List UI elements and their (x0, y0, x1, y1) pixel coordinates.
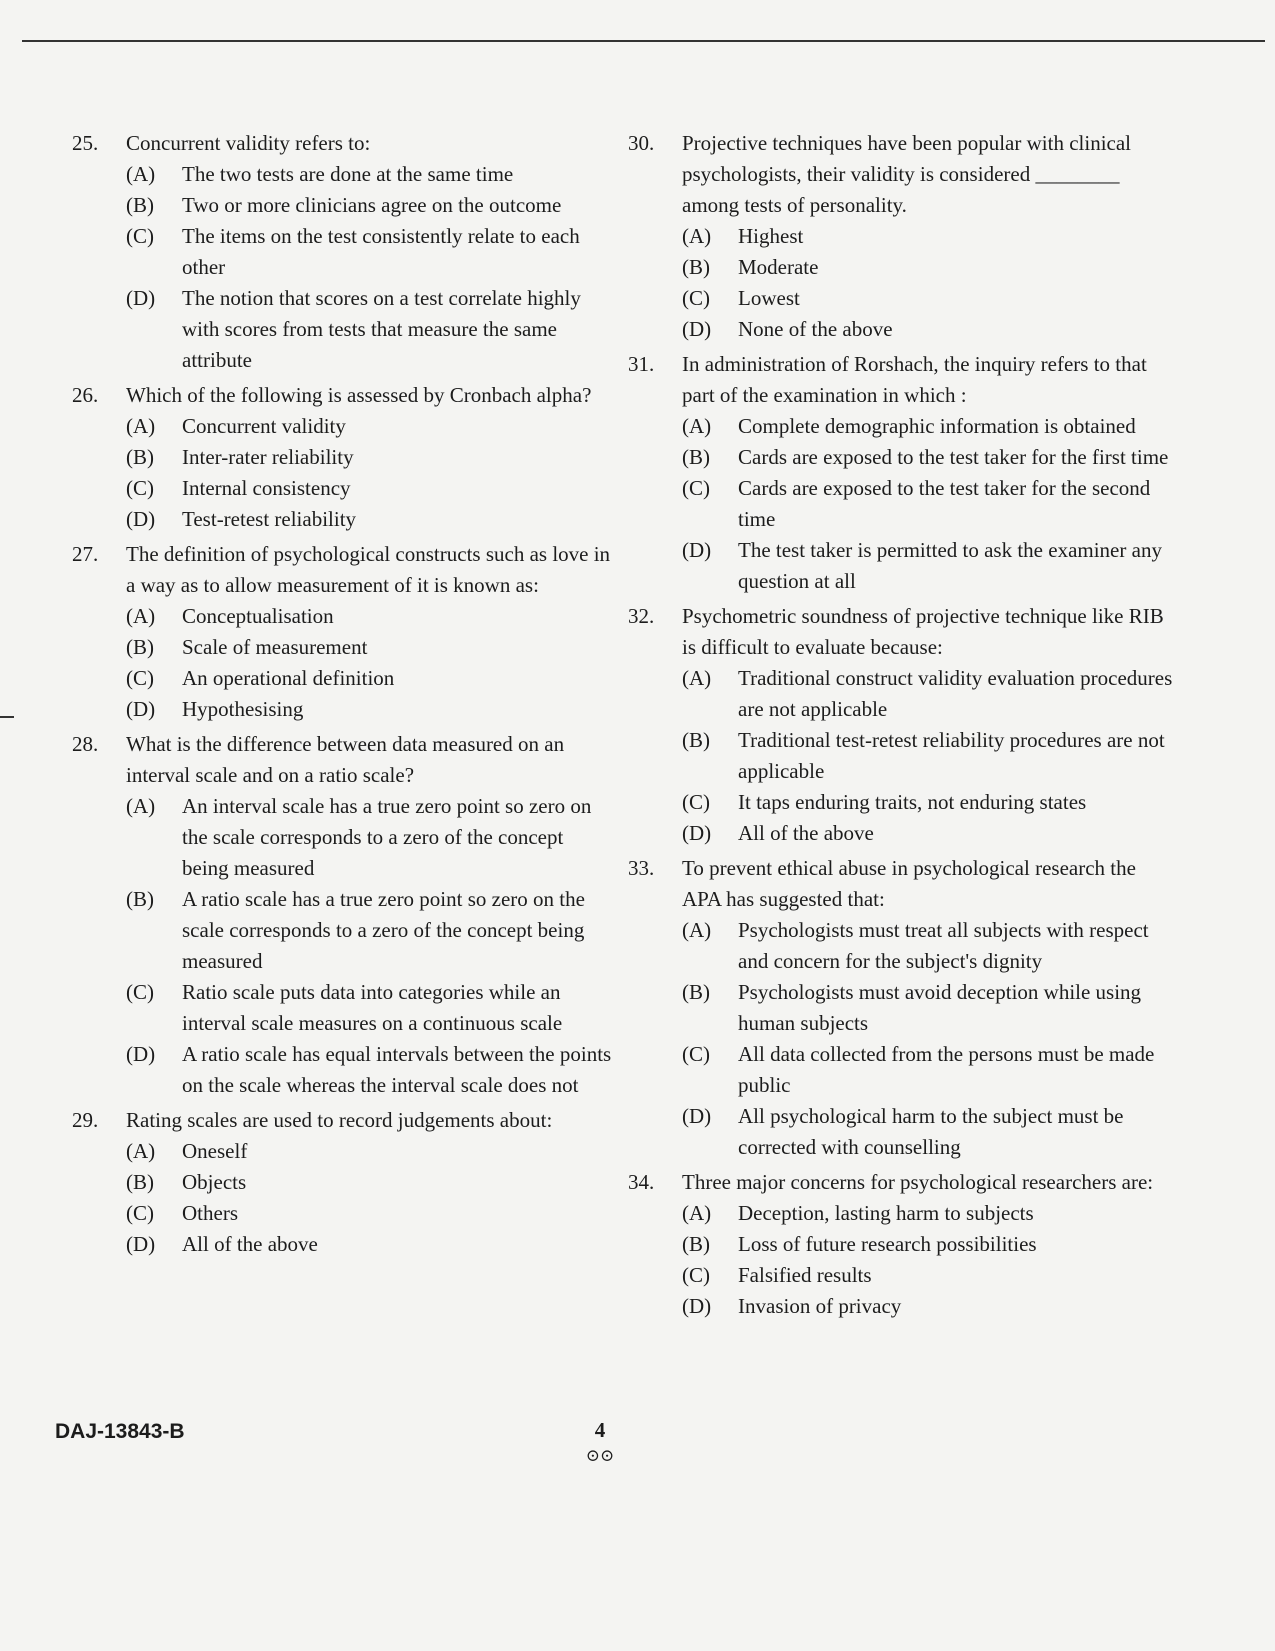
question-number: 30. (628, 131, 655, 155)
option-text: Deception, lasting harm to subjects (738, 1201, 1034, 1225)
option-label: (B) (682, 445, 710, 469)
question-number: 27. (72, 542, 99, 566)
question-26 (72, 380, 612, 535)
question-text: What is the difference between data measured on an interval scale and on a ratio scale? (126, 732, 565, 787)
option-text: The two tests are done at the same time (182, 162, 514, 186)
option-text: All data collected from the persons must be made public (738, 1042, 1155, 1097)
option-text: Complete demographic information is obtained (738, 414, 1136, 438)
option-text: Oneself (182, 1139, 248, 1163)
option-label: (C) (126, 1201, 154, 1225)
option-label: (B) (682, 980, 710, 1004)
option-b (126, 442, 612, 473)
option-label: (C) (682, 1263, 710, 1287)
option-b (126, 190, 612, 221)
option-text: None of the above (738, 317, 893, 341)
question-32 (628, 601, 1173, 849)
option-label: (A) (126, 414, 156, 438)
option-text: Internal consistency (182, 476, 351, 500)
question-number: 28. (72, 732, 99, 756)
option-label: (C) (126, 476, 154, 500)
option-text: Ratio scale puts data into categories while an interval scale measures on a continuous scale (182, 980, 563, 1035)
question-text: Rating scales are used to record judgements about: (126, 1108, 553, 1132)
option-c (682, 787, 1173, 818)
option-label: (B) (126, 1170, 154, 1194)
option-label: (A) (682, 918, 712, 942)
option-label: (D) (682, 317, 712, 341)
option-text: The test taker is permitted to ask the examiner any question at all (738, 538, 1162, 593)
option-a (126, 791, 612, 884)
option-c (682, 1039, 1173, 1101)
option-label: (D) (126, 1042, 156, 1066)
option-d (682, 535, 1173, 597)
option-d (126, 504, 612, 535)
option-text: Highest (738, 224, 804, 248)
option-c (126, 473, 612, 504)
question-28 (72, 729, 612, 1101)
option-c (126, 663, 612, 694)
option-label: (D) (126, 1232, 156, 1256)
option-label: (D) (682, 1294, 712, 1318)
option-label: (A) (682, 1201, 712, 1225)
question-text: Three major concerns for psychological researchers are: (682, 1170, 1154, 1194)
option-text: The notion that scores on a test correlate highly with scores from tests that measure the same attribute (182, 286, 581, 372)
option-b (126, 884, 612, 977)
page-number: 4 (594, 1418, 606, 1442)
option-label: (B) (682, 255, 710, 279)
option-label: (D) (682, 538, 712, 562)
option-a (682, 221, 1173, 252)
option-text: Psychologists must avoid deception while using human subjects (738, 980, 1142, 1035)
option-text: A ratio scale has a true zero point so zero on the scale corresponds to a zero of the concept being measured (182, 887, 585, 973)
option-d (682, 1101, 1173, 1163)
option-text: Others (182, 1201, 238, 1225)
question-text: Projective techniques have been popular with clinical psychologists, their validity is considered ________ among tests of personality. (682, 131, 1132, 217)
option-text: Inter-rater reliability (182, 445, 354, 469)
option-label: (A) (126, 1139, 156, 1163)
option-label: (B) (682, 728, 710, 752)
question-number: 25. (72, 131, 99, 155)
option-b (682, 977, 1173, 1039)
option-c (126, 221, 612, 283)
option-text: Moderate (738, 255, 819, 279)
option-text: Test-retest reliability (182, 507, 357, 531)
option-label: (B) (682, 1232, 710, 1256)
option-text: Scale of measurement (182, 635, 368, 659)
question-number: 29. (72, 1108, 99, 1132)
option-text: It taps enduring traits, not enduring states (738, 790, 1087, 814)
option-text: Traditional construct validity evaluation procedures are not applicable (738, 666, 1173, 721)
option-c (682, 473, 1173, 535)
option-c (126, 977, 612, 1039)
question-text: Psychometric soundness of projective technique like RIB is difficult to evaluate because: (682, 604, 1164, 659)
option-label: (C) (126, 980, 154, 1004)
option-text: Conceptualisation (182, 604, 334, 628)
option-label: (A) (682, 414, 712, 438)
option-text: Falsified results (738, 1263, 872, 1287)
option-label: (C) (682, 476, 710, 500)
option-label: (D) (682, 1104, 712, 1128)
option-text: Psychologists must treat all subjects with respect and concern for the subject's dignity (738, 918, 1149, 973)
option-text: Hypothesising (182, 697, 304, 721)
question-33 (628, 853, 1173, 1163)
margin-tick (0, 716, 14, 718)
question-31 (628, 349, 1173, 597)
option-text: Cards are exposed to the test taker for the first time (738, 445, 1169, 469)
question-34 (628, 1167, 1173, 1322)
option-label: (B) (126, 445, 154, 469)
option-text: Concurrent validity (182, 414, 346, 438)
question-25 (72, 128, 612, 376)
question-text: The definition of psychological constructs such as love in a way as to allow measurement of it is known as: (126, 542, 611, 597)
option-text: Objects (182, 1170, 247, 1194)
question-30 (628, 128, 1173, 345)
option-b (126, 632, 612, 663)
option-text: An interval scale has a true zero point so zero on the scale corresponds to a zero of the concept being measured (182, 794, 592, 880)
page-mark: ⊙⊙ (585, 1446, 615, 1465)
question-number: 33. (628, 856, 655, 880)
option-label: (A) (126, 162, 156, 186)
option-a (682, 411, 1173, 442)
option-label: (C) (126, 666, 154, 690)
option-label: (B) (126, 887, 154, 911)
booklet-code: DAJ-13843-B (55, 1420, 185, 1443)
question-27 (72, 539, 612, 725)
option-label: (C) (682, 286, 710, 310)
top-rule (22, 40, 1265, 42)
option-d (126, 283, 612, 376)
option-d (126, 694, 612, 725)
option-label: (C) (682, 1042, 710, 1066)
option-b (682, 442, 1173, 473)
option-a (126, 1136, 612, 1167)
option-label: (B) (126, 193, 154, 217)
option-label: (C) (126, 224, 154, 248)
option-d (126, 1039, 612, 1101)
option-a (682, 663, 1173, 725)
option-text: All of the above (182, 1232, 318, 1256)
option-a (682, 915, 1173, 977)
option-label: (D) (682, 821, 712, 845)
option-label: (A) (682, 666, 712, 690)
option-b (682, 252, 1173, 283)
option-text: Two or more clinicians agree on the outcome (182, 193, 562, 217)
option-text: Invasion of privacy (738, 1294, 902, 1318)
question-number: 32. (628, 604, 655, 628)
left-column (72, 128, 612, 1264)
question-text: Which of the following is assessed by Cronbach alpha? (126, 383, 592, 407)
question-29 (72, 1105, 612, 1260)
option-text: The items on the test consistently relate to each other (182, 224, 580, 279)
option-b (682, 1229, 1173, 1260)
option-c (682, 1260, 1173, 1291)
option-a (126, 159, 612, 190)
option-label: (D) (126, 697, 156, 721)
right-column (628, 128, 1173, 1326)
option-label: (D) (126, 507, 156, 531)
option-text: All psychological harm to the subject must be corrected with counselling (738, 1104, 1124, 1159)
option-text: Cards are exposed to the test taker for the second time (738, 476, 1151, 531)
option-text: All of the above (738, 821, 874, 845)
option-a (682, 1198, 1173, 1229)
option-label: (C) (682, 790, 710, 814)
option-c (126, 1198, 612, 1229)
option-label: (A) (126, 604, 156, 628)
option-text: An operational definition (182, 666, 395, 690)
option-text: Traditional test-retest reliability procedures are not applicable (738, 728, 1165, 783)
question-text: To prevent ethical abuse in psychological research the APA has suggested that: (682, 856, 1136, 911)
option-label: (D) (126, 286, 156, 310)
option-label: (B) (126, 635, 154, 659)
question-number: 34. (628, 1170, 655, 1194)
option-text: Loss of future research possibilities (738, 1232, 1037, 1256)
option-b (126, 1167, 612, 1198)
option-d (126, 1229, 612, 1260)
option-label: (A) (682, 224, 712, 248)
option-a (126, 411, 612, 442)
question-text: In administration of Rorshach, the inquiry refers to that part of the examination in which : (682, 352, 1147, 407)
option-a (126, 601, 612, 632)
option-d (682, 818, 1173, 849)
option-d (682, 1291, 1173, 1322)
option-b (682, 725, 1173, 787)
option-c (682, 283, 1173, 314)
question-text: Concurrent validity refers to: (126, 131, 371, 155)
question-number: 31. (628, 352, 655, 376)
question-number: 26. (72, 383, 99, 407)
option-text: A ratio scale has equal intervals between the points on the scale whereas the interval scale does not (182, 1042, 612, 1097)
option-d (682, 314, 1173, 345)
option-label: (A) (126, 794, 156, 818)
option-text: Lowest (738, 286, 800, 310)
